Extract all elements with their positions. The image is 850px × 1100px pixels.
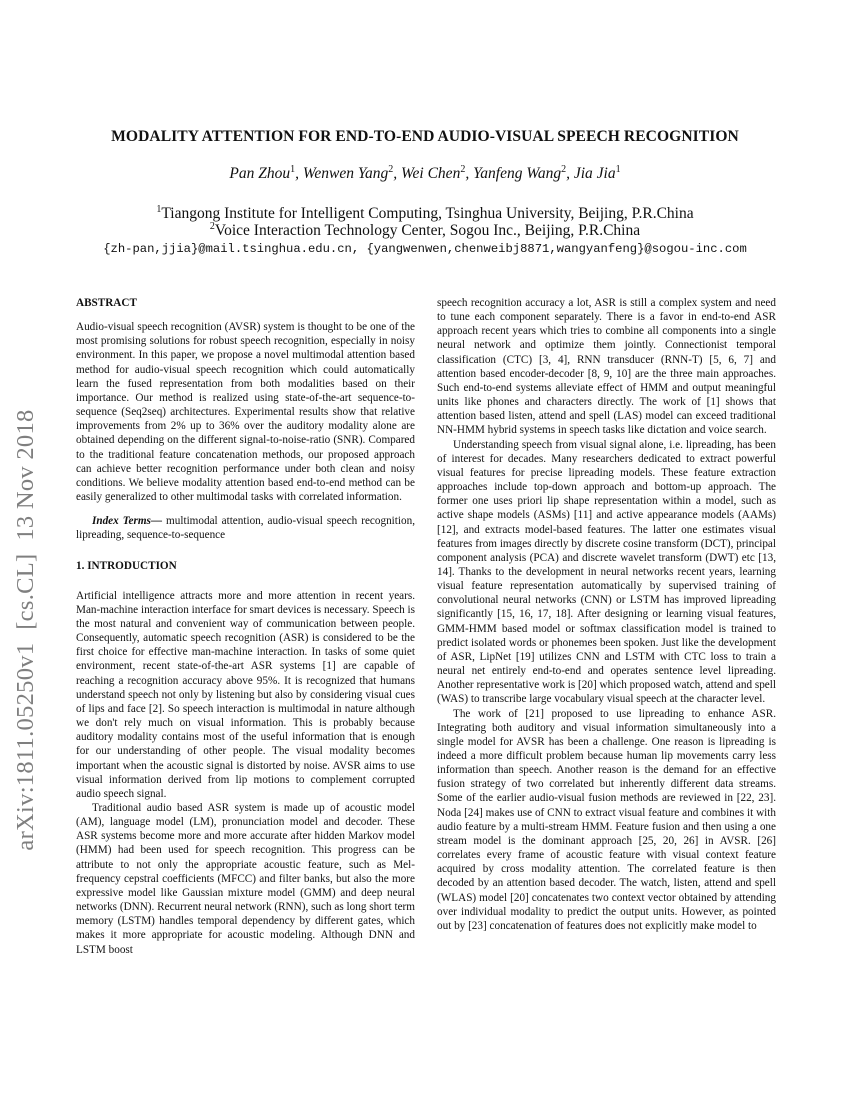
index-terms: [76, 514, 415, 542]
abstract-text: Audio-visual speech recognition (AVSR) system is thought to be one of the most promising solutions for robust speech recognition, especially in noisy environment. In this paper, we propose a novel multimodal attention based method for audio-visual speech recognition which could automatically learn the fused representation from both modalities based on their importance. Our method is realized using state-of-the-art sequence-to-sequence (Seq2seq) architectures. Experimental results show that relative improvements from 2% up to 36% over the auditory modality alone are obtained depending on the different signal-to-noise-ratio (SNR). Compared to the traditional feature concatenation methods, our proposed approach can achieve better recognition performance under both clean and noisy conditions. We believe modality attention based end-to-end method can be easily generalized to other multimodal tasks with correlated information.: [76, 321, 415, 504]
author-name: Yanfeng Wang: [473, 165, 562, 183]
intro-paragraph-5: The work of [21] proposed to use lipreading to enhance ASR. Integrating both auditory and visual information simultaneously into a single model for AVSR has been a challenge. One reason is lipreading is indeed a more difficult problem because human lip movements carry less information than speech. Another reason is the demand for an effective fusion strategy of two correlated but inherently different data streams. Some of the earlier audio-visual fusion methods are reviewed in [22, 23]. Noda [24] makes use of CNN to extract visual feature and combines it with audio feature by a multi-stream HMM. Feature fusion and then using a one stream model is the dominant approach [25, 20, 26] in AVSR. [26] correlates every frame of acoustic feature with visual context feature acquired by cross modality attention. The correlated feature is then decoded by an attention based decoder. The watch, listen, attend and spell (WLAS) model [20] concatenates two context vector obtained by attending over individual modality to predict the output units. However, as pointed out by [23] concatenation of features does not explicitly make model to: [437, 707, 776, 932]
paper-title: MODALITY ATTENTION FOR END-TO-END AUDIO-VISUAL SPEECH RECOGNITION: [111, 128, 739, 145]
arxiv-stamp-text: arXiv:1811.05250v1 [cs.CL] 13 Nov 2018: [12, 409, 39, 851]
author-name: Wenwen Yang: [302, 165, 389, 183]
intro-paragraph-4: Understanding speech from visual signal alone, i.e. lipreading, has been of interest for decades. Many researchers dedicated to extract powerful visual features for precise lipreading models. These feature extraction approaches include top-down approach and bottom-up approach. The former one uses priori lip shape representation within a model, such as active shape models (ASMs) [11] and active appearance models (AAMs) [12], and extracts model-based features. The latter one estimates visual features from images directly by discrete cosine transform (DCT), principal component analysis (PCA) and discrete wavelet transform (DWT) etc [13, 14]. Thanks to the development in neural networks recent years, learning visual feature representation automatically by supervised training of convolutional neural networks (CNN) or LSTM has improved lipreading significantly [15, 16, 17, 18]. After designing or learning visual features, GMM-HMM based model or softmax classification model is trained to predict isolated words or phonemes been spoken. Just like the development of ASR, LipNet [19] utilizes CNN and LSTM with CTC loss to train a neural net entirely end-to-end and operates sentence level lipreading. Another representative work is [20] which proposed watch, attend and spell (WAS) to transcribe large vocabulary visual speech at the character level.: [437, 438, 776, 706]
author-affiliation-mark: 1: [290, 164, 296, 175]
affiliation-2: [60, 221, 790, 240]
author-affiliation-mark: 1: [615, 164, 621, 175]
affiliation-text: Tiangong Institute for Intelligent Computing, Tsinghua University, Beijing, P.R.China: [161, 205, 694, 223]
author-emails: {zh-pan,jjia}@mail.tsinghua.edu.cn, {yangwenwen,chenweibj8871,wangyanfeng}@sogou-inc.com: [103, 242, 747, 256]
introduction-heading: 1. INTRODUCTION: [76, 559, 177, 572]
author-affiliation-mark: 2: [561, 164, 567, 175]
author-name: Pan Zhou: [229, 165, 291, 183]
left-column: [76, 296, 415, 957]
abstract-heading: ABSTRACT: [76, 297, 137, 309]
author-affiliation-mark: 2: [460, 164, 466, 175]
right-column: [437, 296, 776, 933]
author-name: Jia Jia: [573, 165, 616, 183]
author-affiliation-mark: 2: [388, 164, 394, 175]
intro-paragraph-3: speech recognition accuracy a lot, ASR is still a complex system and need to tune each component separately. There is a favor in end-to-end ASR approach recent years which tries to combine all components into a single neural network and optimize them jointly. Connectionist temporal classification (CTC) [3, 4], RNN transducer (RNN-T) [5, 6, 7] and attention based encoder-decoder [8, 9, 10] are the three main approaches. Such end-to-end systems alleviate effect of HMM and output meaningful units like phones and characters directly. The work of [1] shows that attention based listen, attend and spell (LAS) model can exceed traditional NN-HMM hybrid systems in speech tasks like dictation and voice search.: [437, 297, 776, 437]
affiliation-text: Voice Interaction Technology Center, Sogou Inc., Beijing, P.R.China: [214, 222, 641, 240]
index-terms-text: multimodal attention, audio-visual speech recognition, lipreading, sequence-to-sequence: [76, 515, 415, 542]
author-name: Wei Chen: [401, 165, 461, 183]
affiliation-mark: 2: [209, 221, 215, 232]
author-list: Pan Zhou$^1$, Wenwen Yang$^2$, Wei Chen$^2$, Yanfeng Wang$^2$, Jia Jia$^1$: [229, 164, 621, 183]
intro-paragraph-1: Artificial intelligence attracts more and more attention in recent years. Man-machine interaction interface for smart devices is necessary. Speech is the most natural and convenient way of communication between people. Consequently, automatic speech recognition (ASR) is considered to be the first choice for effective man-machine interaction. In tasks of some quiet environment, recent state-of-the-art ASR systems [1] are capable of reaching a recognition accuracy above 95%. It is recognized that humans understand speech not only by listening but also by considering visual cues of lips and face [2]. So speech interaction is multimodal in nature although we don't rely much on visual information. This is probably because auditory modality contains most of the useful information that is enough for our understanding of other people. The visual modality becomes important when the acoustic signal is distorted by noise. AVSR aims to use visual information derived from lip motions to complement corrupted audio speech signal.: [76, 589, 415, 800]
index-terms-label: Index Terms—: [92, 515, 163, 528]
intro-paragraph-2: Traditional audio based ASR system is made up of acoustic model (AM), language model (LM), pronunciation model and decoder. These ASR systems become more and more accurate after hidden Markov model (HMM) had been used for speech recognition. This progress can be attribute to not only the appropriate acoustic feature, such as Mel-frequency cepstral coefficients (MFCC) and filter banks, but also the more expressive model like Gaussian mixture model (GMM) and deep neural networks (DNN). Recurrent neural network (RNN), such as long short term memory (LSTM) handles temporal dependency by different gates, which makes it more appropriate for acoustic modeling. Although DNN and LSTM boost: [76, 802, 415, 956]
affiliation-mark: 1: [156, 204, 162, 215]
